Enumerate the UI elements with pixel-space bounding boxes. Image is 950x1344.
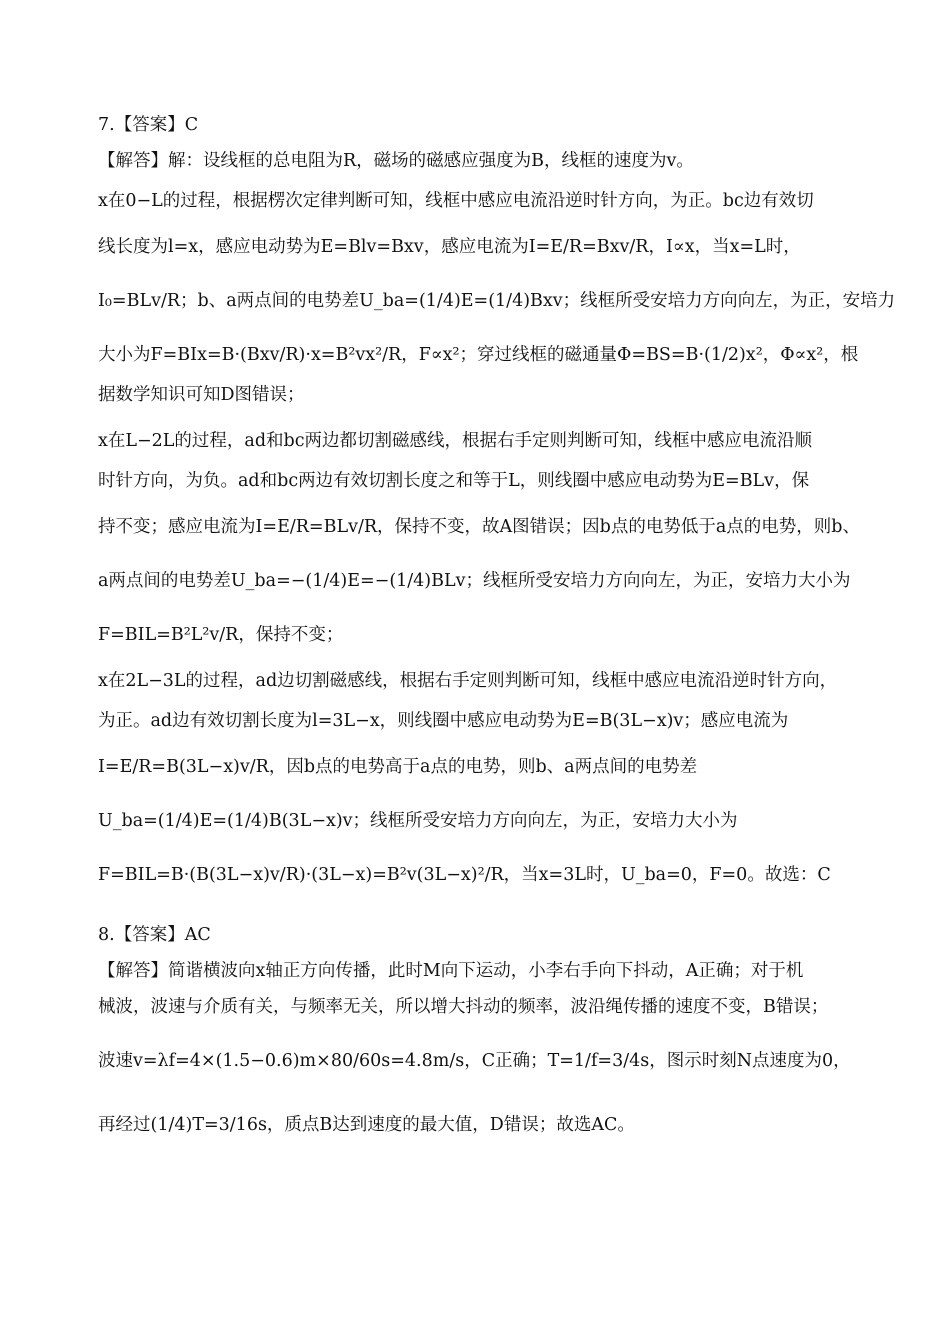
q7-line-12: x在2L−3L的过程，ad边切割磁感线，根据右手定则判断可知，线框中感应电流沿逆时针方向， [98,671,838,691]
q8-line-1: 【解答】简谐横波向x轴正方向传播，此时M向下运动，小李右手向下抖动，A正确；对于机 [98,961,804,981]
q7-line-1: 【解答】解：设线框的总电阻为R，磁场的磁感应强度为B，线框的速度为v。 [98,151,694,171]
q7-line-2: x在0−L的过程，根据楞次定律判断可知，线框中感应电流沿逆时针方向，为正。bc边有效切 [98,191,814,211]
q8-line-2: 械波，波速与介质有关，与频率无关，所以增大抖动的频率，波沿绳传播的速度不变，B错误； [98,997,829,1017]
q7-line-15: U_ba=(1/4)E=(1/4)B(3L−x)v；线框所受安培力方向向左，为正，安培力大小为 [98,811,738,831]
q7-line-9: 持不变；感应电流为I=E/R=BLv/R，保持不变，故A图错误；因b点的电势低于a点的电势，则b、 [98,517,860,537]
document-page [98,112,896,1138]
q7-line-11: F=BIL=B²L²v/R，保持不变； [98,625,344,645]
q7-line-7: x在L−2L的过程，ad和bc两边都切割磁感线，根据右手定则判断可知，线框中感应电流沿顺 [98,431,813,451]
q8-line-4: 再经过(1/4)T=3/16s，质点B达到速度的最大值，D错误；故选AC。 [98,1115,635,1135]
q7-line-6: 据数学知识可知D图错误； [98,385,305,405]
q7-line-14: I=E/R=B(3L−x)v/R，因b点的电势高于a点的电势，则b、a两点间的电势差 [98,757,698,777]
q7-line-16: F=BIL=B·(B(3L−x)v/R)·(3L−x)=B²v(3L−x)²/R，当x=3L时，U_ba=0，F=0。故选：C [98,865,831,885]
q7-answer-title: 7.【答案】C [98,115,199,135]
q7-line-3: 线长度为l=x，感应电动势为E=Blv=Bxv，感应电流为I=E/R=Bxv/R，I∝x，当x=L时， [98,237,801,257]
q7-line-4: I₀=BLv/R；b、a两点间的电势差U_ba=(1/4)E=(1/4)Bxv；线框所受安培力方向向左，为正，安培力 [98,291,896,311]
q7-line-8: 时针方向，为负。ad和bc两边有效切割长度之和等于L，则线圈中感应电动势为E=BLv，保 [98,471,810,491]
q7-line-13: 为正。ad边有效切割长度为l=3L−x，则线圈中感应电动势为E=B(3L−x)v；感应电流为 [98,711,789,731]
q8-line-3: 波速v=λf=4×(1.5−0.6)m×80/60s=4.8m/s，C正确；T=1/f=3/4s，图示时刻N点速度为0， [98,1051,851,1071]
q8-answer-title: 8.【答案】AC [98,925,211,945]
q7-line-10: a两点间的电势差U_ba=−(1/4)E=−(1/4)BLv；线框所受安培力方向向左，为正，安培力大小为 [98,571,851,591]
q7-line-5: 大小为F=BIx=B·(Bxv/R)·x=B²vx²/R，F∝x²；穿过线框的磁通量Φ=BS=B·(1/2)x²，Φ∝x²，根 [98,345,859,365]
